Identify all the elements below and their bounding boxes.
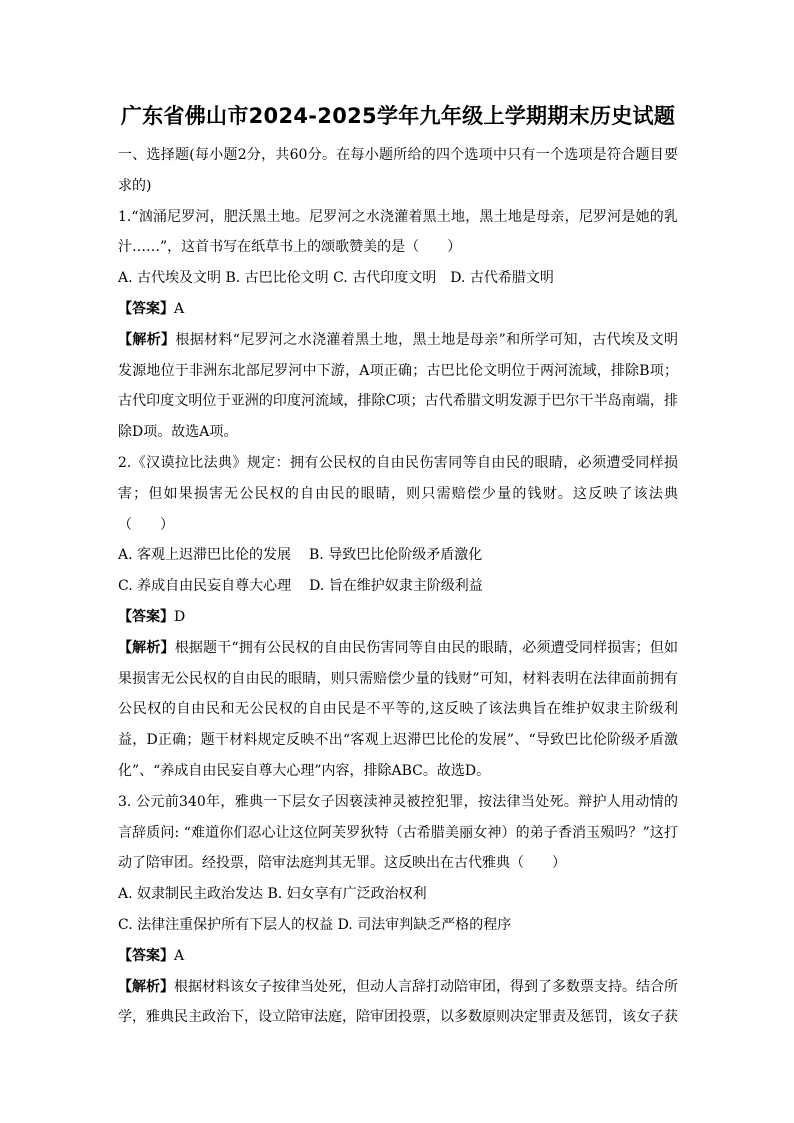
question-options-row: A. 奴隶制民主政治发达 B. 妇女享有广泛政治权利: [118, 886, 427, 903]
answer-label: 【答案】: [118, 608, 174, 625]
answer-line: [118, 602, 678, 633]
answer-line: [118, 294, 678, 325]
analysis-label: 【解析】: [118, 639, 175, 656]
option-b: B. 导致巴比伦阶级矛盾激化: [309, 547, 483, 564]
question-1: [118, 202, 678, 448]
answer-line: [118, 941, 678, 972]
question-2: [118, 448, 678, 787]
document-title: 广东省佛山市2024-2025学年九年级上学期期末历史试题: [120, 104, 676, 128]
question-options: A. 古代埃及文明 B. 古巴比伦文明 C. 古代印度文明 D. 古代希腊文明: [118, 270, 554, 287]
section-header: 一、选择题(每小题2分，共60分。在每小题所给的四个选项中只有一个选项是符合题目要求的): [118, 147, 678, 194]
question-3: [118, 787, 678, 1033]
question-options-row: [118, 540, 678, 571]
analysis-label: 【解析】: [118, 331, 176, 348]
analysis-label: 【解析】: [118, 978, 174, 995]
question-stem: 1.“汹涌尼罗河，肥沃黑土地。尼罗河之水浇灌着黑土地，黑土地是母亲，尼罗河是她的乳汁……”，这首书写在纸草书上的颂歌赞美的是（ ）: [118, 208, 678, 256]
analysis-paragraph: [118, 633, 678, 787]
option-c: C. 养成自由民妄自尊大心理: [118, 578, 292, 595]
analysis-text: 根据材料该女子按律当处死，但动人言辞打动陪审团，得到了多数票支持。结合所学，雅典民主政治下，设立陪审法庭，陪审团投票，以多数原则决定罪责及惩罚，该女子获: [118, 978, 678, 1026]
question-stem: 2.《汉谟拉比法典》规定：拥有公民权的自由民伤害同等自由民的眼睛，必须遭受同样损害；但如果损害无公民权的自由民的眼睛，则只需赔偿少量的钱财。这反映了该法典（ ）: [118, 454, 678, 533]
analysis-paragraph: [118, 972, 678, 1034]
question-options-row: [118, 571, 678, 602]
answer-value: A: [174, 947, 185, 964]
question-stem: 3. 公元前340年，雅典一下层女子因亵渎神灵被控犯罪，按法律当处死。辩护人用动情的言辞质问: “难道你们忍心让这位阿芙罗狄特（古希腊美丽女神）的弟子香消玉殒吗？”这打动了陪审团。经投票，陪审法庭判其无罪。这反映出在古代雅典（ ）: [118, 793, 678, 872]
option-a: A. 客观上迟滞巴比伦的发展: [118, 547, 292, 564]
analysis-text: 根据材料“尼罗河之水浇灌着黑土地，黑土地是母亲”和所学可知，古代埃及文明发源地位于非洲东北部尼罗河中下游，A项正确；古巴比伦文明位于两河流域，排除B项；古代印度文明位于亚洲的印度河流域，排除C项；古代希腊文明发源于巴尔干半岛南端，排除D项。故选A项。: [118, 331, 679, 441]
answer-value: D: [174, 608, 186, 625]
document-page: [118, 100, 678, 1033]
analysis-paragraph: [118, 325, 678, 448]
question-options-row: C. 法律注重保护所有下层人的权益 D. 司法审判缺乏严格的程序: [118, 916, 512, 933]
option-d: D. 旨在维护奴隶主阶级利益: [309, 578, 483, 595]
answer-label: 【答案】: [118, 300, 174, 317]
answer-label: 【答案】: [118, 947, 174, 964]
answer-value: A: [174, 300, 185, 317]
analysis-text: 根据题干“拥有公民权的自由民伤害同等自由民的眼睛，必须遭受同样损害；但如果损害无公民权的自由民的眼睛，则只需赔偿少量的钱财”可知，材料表明在法律面前拥有公民权的自由民和无公民权的自由民是不平等的,这反映了该法典旨在维护奴隶主阶级利益，D正确；题干材料规定反映不出“客观上迟滞巴比伦的发展”、“导致巴比伦阶级矛盾激化”、“养成自由民妄自尊大心理”内容，排除ABC。故选D。: [118, 639, 679, 779]
